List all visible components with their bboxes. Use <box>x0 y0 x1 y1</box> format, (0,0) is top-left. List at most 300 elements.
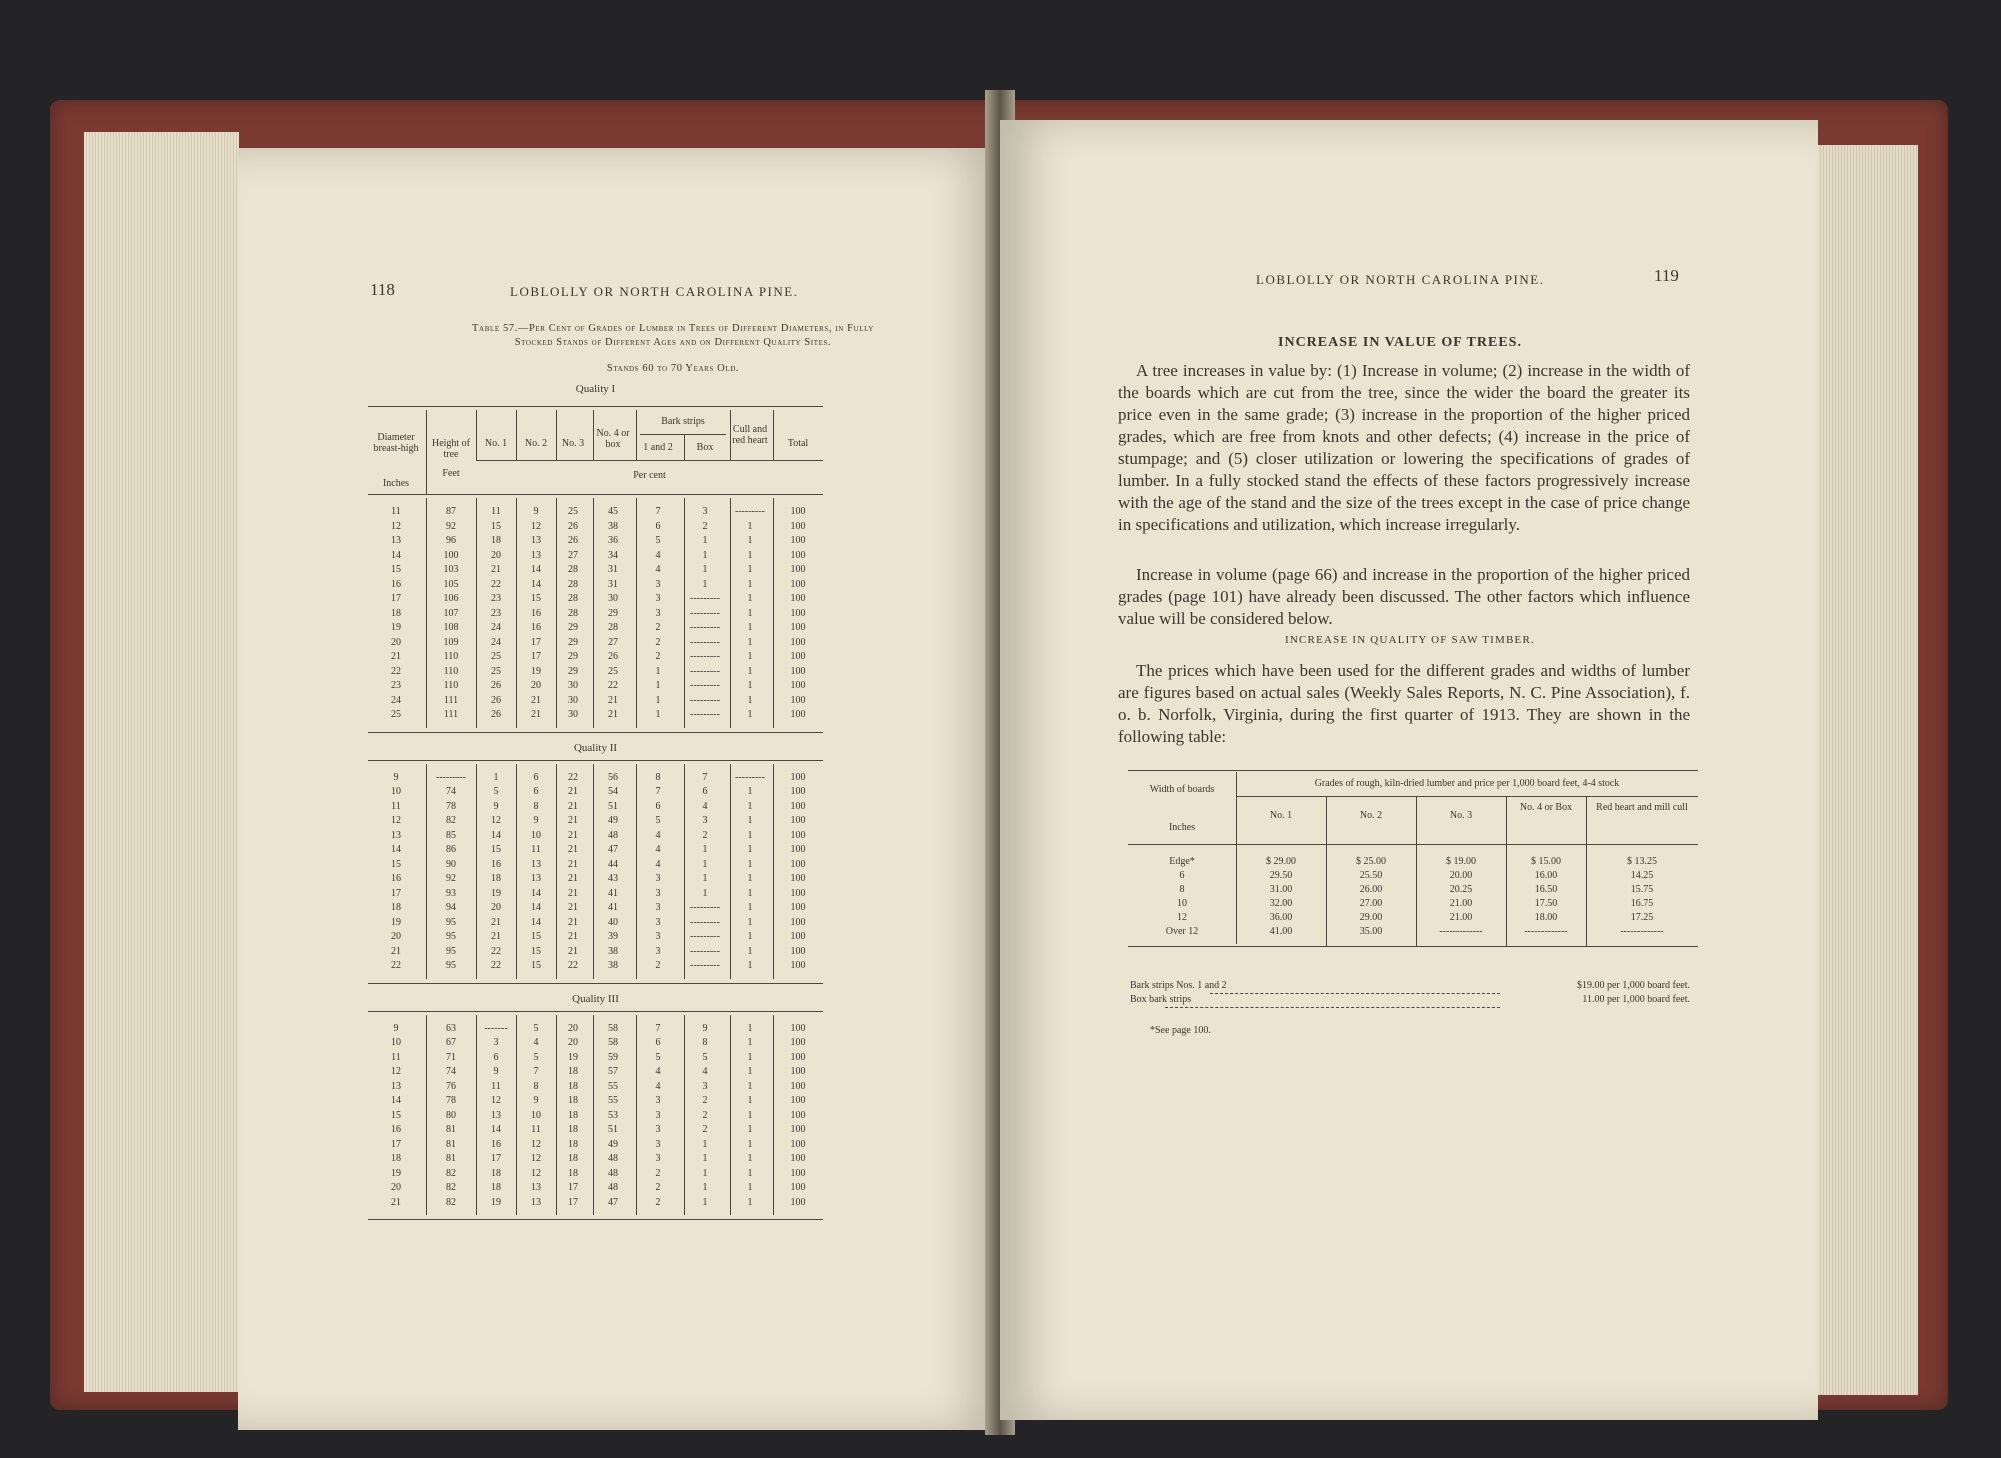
table-cell: 100 <box>790 1080 806 1092</box>
table-cell: 4 <box>702 1066 708 1077</box>
table-cell: 10 <box>391 1037 401 1048</box>
table-cell: 109 <box>443 636 459 648</box>
table-cell: 82 <box>446 1167 456 1179</box>
table-cell: 9 <box>493 800 499 812</box>
table-cell: --------- <box>690 593 720 604</box>
table-cell: --------- <box>690 607 720 619</box>
table-cell: 21 <box>568 916 578 928</box>
table-cell: 100 <box>790 1196 806 1208</box>
table-cell: 74 <box>446 786 456 797</box>
table-cell: --------- <box>690 636 720 648</box>
column-divider <box>426 498 427 728</box>
price-cell: 41.00 <box>1269 926 1293 937</box>
table-cell: 2 <box>655 960 661 971</box>
table-cell: 4 <box>655 549 661 561</box>
table-cell: 1 <box>747 1095 753 1106</box>
table-cell: 11 <box>531 1124 541 1135</box>
left-page <box>238 148 1000 1430</box>
table-cell: 38 <box>608 960 618 971</box>
table-cell: 71 <box>446 1051 456 1063</box>
table-cell: 78 <box>446 1095 456 1106</box>
table-cell: 81 <box>446 1124 456 1135</box>
table-bottom-rule <box>368 1219 823 1220</box>
table-cell: 54 <box>608 786 618 797</box>
table-cell: 1 <box>702 1182 708 1193</box>
table-cell: 14 <box>531 916 541 928</box>
table-cell: 1 <box>493 771 499 783</box>
table-cell: --------- <box>690 694 720 706</box>
table-cell: 1 <box>747 960 753 971</box>
column-divider <box>730 764 731 979</box>
table-cell: 3 <box>655 1109 661 1121</box>
table-cell: 3 <box>493 1037 499 1048</box>
table-cell: 26 <box>491 709 501 720</box>
table-cell: 31 <box>608 578 618 590</box>
table-cell: 10 <box>391 786 401 797</box>
table-cell: 100 <box>790 829 806 841</box>
price-header-rule <box>1128 844 1698 845</box>
table-cell: 6 <box>533 786 539 797</box>
table-cell: 8 <box>655 771 661 783</box>
table-cell: 14 <box>391 844 401 855</box>
column-divider <box>426 764 427 979</box>
table-cell: 21 <box>391 651 401 662</box>
paragraph-2: Increase in volume (page 66) and increase in the proportion of the higher priced grades (page 101) have already been discussed. The other factors which influence value will be considered below. <box>1118 565 1690 628</box>
table-cell: 58 <box>608 1037 618 1048</box>
table-cell: 25 <box>491 665 501 677</box>
table-cell: 3 <box>655 931 661 942</box>
table-cell: 21 <box>491 916 501 928</box>
column-header: No. 4 or box <box>596 428 630 450</box>
table-cell: 2 <box>702 1095 708 1106</box>
price-table-bottom-rule <box>1128 946 1698 947</box>
table-cell: 17 <box>531 636 541 648</box>
table-cell: 9 <box>702 1022 708 1034</box>
table-cell: 19 <box>391 1167 401 1179</box>
bark-rule <box>640 434 726 435</box>
column-divider <box>773 764 774 979</box>
table-cell: 100 <box>790 916 806 928</box>
table-cell: 14 <box>491 829 501 841</box>
table-cell: 100 <box>790 636 806 648</box>
table-cell: 29 <box>568 622 578 633</box>
table-cell: 95 <box>446 945 456 957</box>
table-cell: --------- <box>690 916 720 928</box>
table-cell: 14 <box>531 578 541 590</box>
column-divider <box>476 498 477 728</box>
table-cell: 21 <box>568 815 578 826</box>
table-cell: 100 <box>790 680 806 691</box>
table-cell: 59 <box>608 1051 618 1063</box>
table-cell: 100 <box>790 800 806 812</box>
table-cell: 21 <box>568 829 578 841</box>
table-cell: 2 <box>702 829 708 841</box>
table-cell: 14 <box>531 887 541 899</box>
table-cell: 1 <box>747 651 753 662</box>
table-cell: 103 <box>443 564 459 575</box>
table-cell: 17 <box>568 1196 578 1208</box>
table-cell: 106 <box>443 593 459 604</box>
table-cell: 94 <box>446 902 456 913</box>
table-caption-line1: Table 57.—Per Cent of Grades of Lumber in Trees of Different Diameters, in Fully <box>472 323 874 334</box>
table-cell: 1 <box>747 520 753 532</box>
table-cell: 1 <box>747 829 753 841</box>
table-cell: 74 <box>446 1066 456 1077</box>
column-divider <box>556 498 557 728</box>
table-cell: 6 <box>533 771 539 783</box>
column-header: Box <box>696 442 714 453</box>
grades-table <box>368 378 988 1388</box>
table-cell: 26 <box>608 651 618 662</box>
table-cell: 4 <box>655 564 661 575</box>
table-cell: 13 <box>391 1080 401 1092</box>
table-cell: 20 <box>391 636 401 648</box>
table-cell: 20 <box>391 1182 401 1193</box>
table-cell: 23 <box>491 607 501 619</box>
table-cell: 53 <box>608 1109 618 1121</box>
table-cell: 48 <box>608 1153 618 1164</box>
table-cell: 28 <box>568 578 578 590</box>
table-cell: 25 <box>608 665 618 677</box>
table-cell: 2 <box>655 651 661 662</box>
column-divider <box>476 764 477 979</box>
column-unit: Feet <box>442 468 460 479</box>
table-cell: 1 <box>747 786 753 797</box>
table-cell: 24 <box>491 622 501 633</box>
table-cell: 100 <box>790 1182 806 1193</box>
table-cell: 17 <box>568 1182 578 1193</box>
table-cell: 26 <box>491 694 501 706</box>
bark-line-1-label: Bark strips Nos. 1 and 2 <box>1130 980 1227 991</box>
table-cell: 76 <box>446 1080 456 1092</box>
column-divider <box>684 764 685 979</box>
table-cell: 11 <box>391 800 401 812</box>
header-divider <box>426 410 427 494</box>
table-cell: 22 <box>391 665 401 677</box>
table-cell: 1 <box>747 1167 753 1179</box>
table-cell: 10 <box>531 1109 541 1121</box>
table-cell: 21 <box>568 945 578 957</box>
table-cell: 20 <box>491 902 501 913</box>
table-cell: 1 <box>747 858 753 870</box>
table-cell: 18 <box>391 902 401 913</box>
table-cell: 18 <box>568 1080 578 1092</box>
quality-label: Quality II <box>573 741 618 754</box>
section-heading: INCREASE IN VALUE OF TREES. <box>1278 335 1522 350</box>
table-cell: 41 <box>608 902 618 913</box>
table-cell: 6 <box>493 1051 499 1063</box>
table-cell: 15 <box>531 931 541 942</box>
table-cell: 44 <box>608 858 618 870</box>
table-cell: 2 <box>655 622 661 633</box>
price-cell: 29.00 <box>1359 912 1383 923</box>
table-cell: 16 <box>531 622 541 633</box>
column-header: Height of tree <box>431 438 471 460</box>
table-cell: 18 <box>568 1095 578 1106</box>
table-cell: 3 <box>655 873 661 884</box>
table-cell: 47 <box>608 1196 618 1208</box>
table-cell: 38 <box>608 520 618 532</box>
table-cell: 18 <box>491 873 501 884</box>
table-cell: 3 <box>655 916 661 928</box>
price-cell: $ 13.25 <box>1627 856 1657 867</box>
footnote: *See page 100. <box>1150 1025 1211 1036</box>
table-cell: 7 <box>655 786 661 797</box>
table-cell: 56 <box>608 771 618 783</box>
table-cell: 19 <box>391 916 401 928</box>
price-cell: ------------- <box>1620 926 1664 937</box>
table-cell: 100 <box>790 651 806 662</box>
table-cell: 1 <box>747 1022 753 1034</box>
running-head: LOBLOLLY OR NORTH CAROLINA PINE. <box>1256 272 1545 287</box>
percent-label: Per cent <box>633 470 666 481</box>
table-cell: 25 <box>568 506 578 517</box>
table-cell: 26 <box>491 680 501 691</box>
price-cell: 16.75 <box>1630 898 1654 909</box>
table-cell: 22 <box>391 960 401 971</box>
table-cell: 1 <box>655 665 661 677</box>
table-cell: 1 <box>702 858 708 870</box>
table-cell: 1 <box>747 535 753 546</box>
table-cell: 11 <box>391 506 401 517</box>
price-column-header: No. 2 <box>1359 810 1383 821</box>
table-cell: 78 <box>446 800 456 812</box>
table-cell: 13 <box>491 1109 501 1121</box>
table-cell: 100 <box>790 858 806 870</box>
table-cell: 13 <box>531 549 541 561</box>
table-cell: 28 <box>568 593 578 604</box>
table-cell: 1 <box>747 844 753 855</box>
column-divider <box>593 764 594 979</box>
table-cell: 9 <box>493 1066 499 1077</box>
table-cell: 3 <box>702 506 708 517</box>
column-divider <box>516 1015 517 1216</box>
table-cell: 86 <box>446 844 456 855</box>
column-divider <box>556 764 557 979</box>
table-cell: 9 <box>533 1095 539 1106</box>
table-cell: 27 <box>568 549 578 561</box>
table-cell: 1 <box>747 815 753 826</box>
table-cell: 24 <box>491 636 501 648</box>
table-cell: 18 <box>568 1066 578 1077</box>
table-cell: 29 <box>568 665 578 677</box>
table-cell: 12 <box>391 520 401 532</box>
table-cell: --------- <box>690 960 720 971</box>
table-cell: 6 <box>655 1037 661 1048</box>
price-cell: 32.00 <box>1269 898 1293 909</box>
width-unit: Inches <box>1168 822 1196 833</box>
table-cell: 100 <box>790 593 806 604</box>
table-cell: 5 <box>493 786 499 797</box>
price-cell: 14.25 <box>1630 870 1654 881</box>
table-cell: 55 <box>608 1095 618 1106</box>
table-cell: 45 <box>608 506 618 517</box>
table-cell: 4 <box>533 1037 539 1048</box>
table-cell: 2 <box>655 636 661 648</box>
price-cell: $ 29.00 <box>1266 856 1296 867</box>
subheading: INCREASE IN QUALITY OF SAW TIMBER. <box>1285 634 1535 646</box>
table-cell: --------- <box>690 902 720 913</box>
table-cell: 1 <box>702 564 708 575</box>
column-header: No. 2 <box>524 438 548 449</box>
table-cell: 1 <box>747 1124 753 1135</box>
table-cell: --------- <box>690 945 720 957</box>
table-cell: 81 <box>446 1138 456 1150</box>
table-cell: 19 <box>491 1196 501 1208</box>
table-cell: 100 <box>790 1095 806 1106</box>
table-cell: 3 <box>655 607 661 619</box>
table-cell: 96 <box>446 535 456 546</box>
table-cell: 1 <box>747 902 753 913</box>
table-cell: 1 <box>702 535 708 546</box>
table-cell: 100 <box>790 709 806 720</box>
table-cell: 21 <box>568 931 578 942</box>
table-cell: 3 <box>655 887 661 899</box>
table-cell: 21 <box>568 887 578 899</box>
table-cell: 20 <box>491 549 501 561</box>
table-cell: 5 <box>655 1051 661 1063</box>
table-cell: 19 <box>391 622 401 633</box>
price-cell: 35.00 <box>1359 926 1383 937</box>
column-divider <box>730 1015 731 1216</box>
table-cell: 11 <box>491 506 501 517</box>
table-cell: 17 <box>531 651 541 662</box>
table-cell: 1 <box>747 694 753 706</box>
quality-label: Quality III <box>572 992 619 1005</box>
table-cell: 100 <box>443 549 459 561</box>
table-cell: 5 <box>702 1051 708 1063</box>
table-cell: 100 <box>790 506 806 517</box>
table-cell: 1 <box>747 916 753 928</box>
table-cell: 1 <box>747 1080 753 1092</box>
price-cell: 20.25 <box>1449 884 1473 895</box>
table-cell: 100 <box>790 694 806 706</box>
page-number: 118 <box>370 280 395 299</box>
price-column-header: No. 4 or Box <box>1519 802 1573 813</box>
table-cell: --------- <box>735 506 765 517</box>
table-cell: --------- <box>690 665 720 677</box>
table-cell: 17 <box>391 593 401 604</box>
table-cell: 4 <box>655 858 661 870</box>
table-cell: 1 <box>747 800 753 812</box>
table-cell: 110 <box>443 680 459 691</box>
table-cell: 1 <box>747 593 753 604</box>
table-cell: 4 <box>655 844 661 855</box>
table-cell: 30 <box>568 694 578 706</box>
column-divider <box>556 1015 557 1216</box>
column-header: Cull and red heart <box>732 424 768 446</box>
price-cell: 26.00 <box>1359 884 1383 895</box>
table-cell: 105 <box>443 578 459 590</box>
table-cell: 8 <box>702 1037 708 1048</box>
table-cell: 18 <box>568 1124 578 1135</box>
table-cell: 2 <box>655 1196 661 1208</box>
table-cell: 16 <box>391 873 401 884</box>
table-cell: 100 <box>790 902 806 913</box>
table-cell: 7 <box>655 1022 661 1034</box>
table-cell: 28 <box>608 622 618 633</box>
table-cell: 1 <box>747 636 753 648</box>
table-cell: 100 <box>790 931 806 942</box>
table-cell: 8 <box>533 800 539 812</box>
table-cell: 92 <box>446 520 456 532</box>
table-cell: 21 <box>568 858 578 870</box>
column-divider <box>426 1015 427 1216</box>
table-cell: 16 <box>491 1138 501 1150</box>
table-cell: 1 <box>747 709 753 720</box>
table-cell: 2 <box>655 1167 661 1179</box>
table-cell: --------- <box>735 771 765 783</box>
table-cell: 15 <box>391 564 401 575</box>
table-cell: 10 <box>531 829 541 841</box>
table-cell: 1 <box>747 1196 753 1208</box>
table-cell: 18 <box>491 1182 501 1193</box>
table-cell: 48 <box>608 829 618 841</box>
table-cell: 13 <box>391 829 401 841</box>
table-cell: 22 <box>491 945 501 957</box>
table-cell: 1 <box>655 709 661 720</box>
table-cell: 30 <box>568 680 578 691</box>
table-cell: 1 <box>747 680 753 691</box>
grades-header: Grades of rough, kiln-dried lumber and price per 1,000 board feet, 4-4 stock <box>1314 778 1620 789</box>
column-header: Diameter breast-high <box>373 432 419 454</box>
table-cell: 22 <box>491 578 501 590</box>
table-cell: 18 <box>568 1109 578 1121</box>
price-cell: 17.50 <box>1534 898 1558 909</box>
table-cell: 1 <box>702 549 708 561</box>
table-cell: 17 <box>391 887 401 899</box>
table-cell: 100 <box>790 1138 806 1150</box>
price-cell: 21.00 <box>1449 898 1473 909</box>
table-cell: 23 <box>491 593 501 604</box>
table-cell: 36 <box>608 535 618 546</box>
table-cell: 100 <box>790 887 806 899</box>
table-cell: 29 <box>568 651 578 662</box>
table-cell: 100 <box>790 1051 806 1063</box>
page-edges-left <box>84 132 239 1392</box>
table-cell: 1 <box>702 1196 708 1208</box>
table-cell: 7 <box>702 771 708 783</box>
table-cell: 100 <box>790 665 806 677</box>
table-cell: 21 <box>391 1196 401 1208</box>
table-cell: 15 <box>391 858 401 870</box>
running-head: LOBLOLLY OR NORTH CAROLINA PINE. <box>510 284 799 299</box>
table-cell: 25 <box>391 709 401 720</box>
table-cell: 20 <box>568 1037 578 1048</box>
table-cell: 80 <box>446 1109 456 1121</box>
table-cell: 17 <box>391 1138 401 1150</box>
table-cell: 3 <box>655 945 661 957</box>
table-cell: 8 <box>533 1080 539 1092</box>
table-cell: 19 <box>531 665 541 677</box>
leader-dots-1 <box>1210 993 1500 994</box>
price-column-header: No. 3 <box>1449 810 1473 821</box>
table-cell: 14 <box>531 902 541 913</box>
table-cell: 1 <box>702 873 708 884</box>
table-cell: 1 <box>747 549 753 561</box>
price-cell: ------------- <box>1439 926 1483 937</box>
table-cell: 1 <box>747 945 753 957</box>
price-cell: ------------- <box>1524 926 1568 937</box>
table-cell: 6 <box>655 800 661 812</box>
table-cell: 11 <box>531 844 541 855</box>
table-cell: 15 <box>531 593 541 604</box>
table-cell: 63 <box>446 1022 456 1034</box>
column-divider <box>516 764 517 979</box>
table-cell: 34 <box>608 549 618 561</box>
section-rule <box>368 760 823 761</box>
table-cell: 1 <box>702 1153 708 1164</box>
